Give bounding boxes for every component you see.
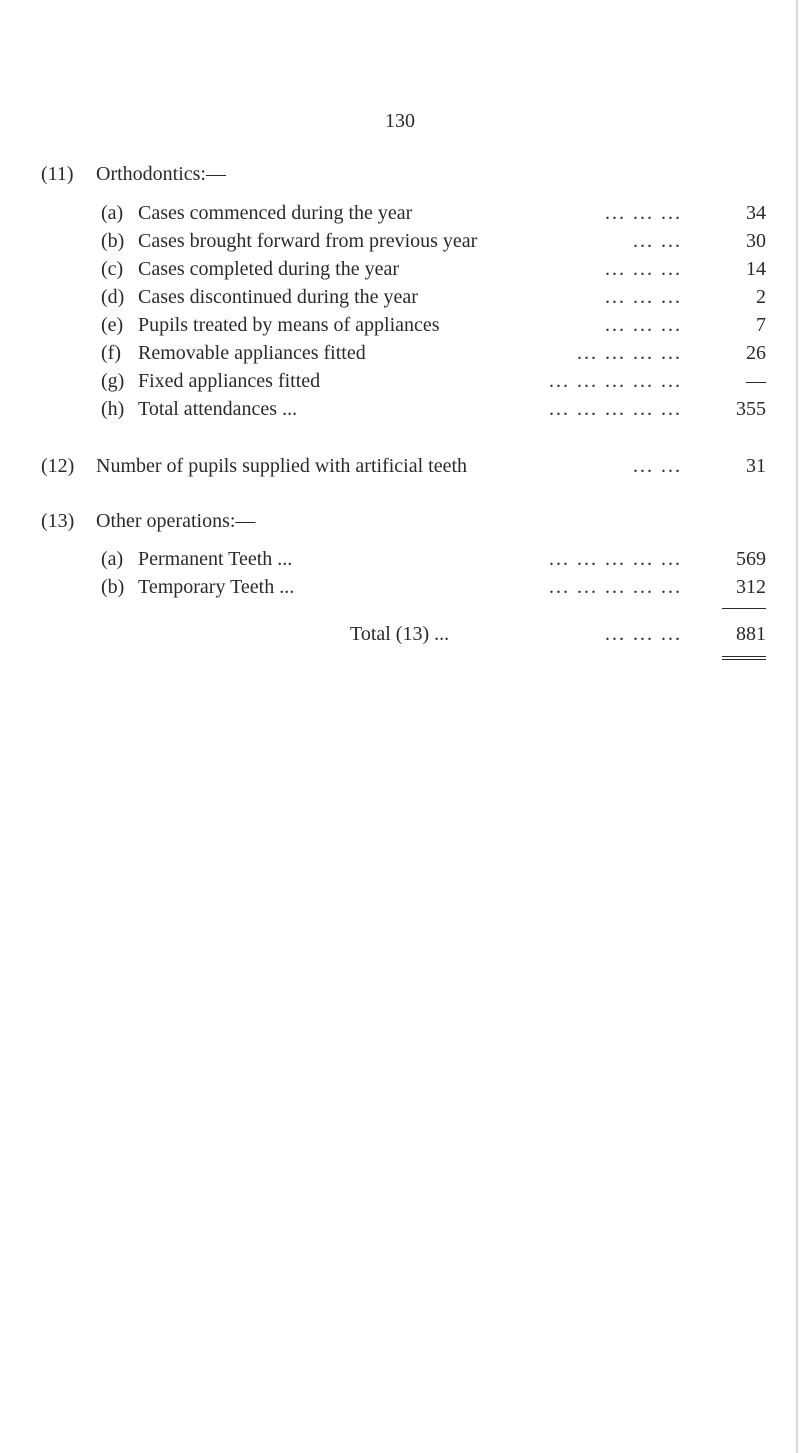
item-value: 569 bbox=[736, 548, 766, 570]
item-label: Cases completed during the year bbox=[138, 258, 400, 280]
item-label: Temporary Teeth ... bbox=[138, 576, 295, 598]
leader-dots: ... ... bbox=[633, 455, 682, 477]
section-11-heading bbox=[41, 163, 226, 186]
item-label: Total attendances ... bbox=[138, 398, 298, 420]
item-value: 312 bbox=[736, 576, 766, 598]
section-13-number: (13) bbox=[41, 510, 75, 532]
item-value: — bbox=[746, 370, 766, 392]
leader-dots: ... ... ... bbox=[605, 286, 682, 308]
total-label: Total (13) ... bbox=[350, 623, 450, 645]
list-item bbox=[101, 228, 766, 254]
item-letter: (c) bbox=[101, 258, 124, 280]
section-12-title: Number of pupils supplied with artificial teeth bbox=[96, 455, 468, 477]
item-letter: (a) bbox=[101, 548, 124, 570]
page-number: 130 bbox=[385, 110, 415, 132]
double-rule-bottom bbox=[722, 659, 766, 660]
list-item bbox=[101, 312, 766, 338]
list-item bbox=[101, 340, 766, 366]
section-11-title: Orthodontics:— bbox=[96, 163, 226, 185]
leader-dots: ... ... ... bbox=[605, 623, 682, 645]
section-13-title: Other operations:— bbox=[96, 510, 256, 532]
item-letter: (b) bbox=[101, 576, 125, 598]
item-value: 14 bbox=[746, 258, 766, 280]
section-12-number: (12) bbox=[41, 455, 75, 477]
list-item bbox=[101, 574, 766, 600]
double-rule-top bbox=[722, 656, 766, 657]
item-letter: (d) bbox=[101, 286, 125, 308]
item-label: Cases commenced during the year bbox=[138, 202, 413, 224]
leader-dots: ... ... ... ... ... bbox=[549, 576, 682, 598]
section-11-number: (11) bbox=[41, 163, 74, 185]
item-label: Pupils treated by means of appliances bbox=[138, 314, 440, 336]
item-letter: (f) bbox=[101, 342, 121, 364]
leader-dots: ... ... ... bbox=[605, 258, 682, 280]
leader-dots: ... ... bbox=[633, 230, 682, 252]
item-label: Cases discontinued during the year bbox=[138, 286, 418, 308]
leader-dots: ... ... ... ... ... bbox=[549, 548, 682, 570]
list-item bbox=[101, 256, 766, 282]
item-letter: (b) bbox=[101, 230, 125, 252]
total-value: 881 bbox=[736, 623, 766, 645]
leader-dots: ... ... ... bbox=[605, 314, 682, 336]
item-value: 7 bbox=[756, 314, 766, 336]
list-item bbox=[101, 546, 766, 572]
leader-dots: ... ... ... bbox=[605, 202, 682, 224]
item-label: Fixed appliances fitted bbox=[138, 370, 321, 392]
section-12-heading bbox=[41, 455, 766, 478]
list-item bbox=[101, 368, 766, 394]
item-value: 34 bbox=[746, 202, 766, 224]
subtotal-rule bbox=[722, 608, 766, 609]
item-value: 30 bbox=[746, 230, 766, 252]
leader-dots: ... ... ... ... ... bbox=[549, 370, 682, 392]
item-value: 26 bbox=[746, 342, 766, 364]
leader-dots: ... ... ... ... bbox=[577, 342, 682, 364]
item-value: 355 bbox=[736, 398, 766, 420]
page-edge bbox=[796, 0, 798, 1453]
item-letter: (g) bbox=[101, 370, 125, 392]
item-letter: (e) bbox=[101, 314, 124, 336]
item-value: 2 bbox=[756, 286, 766, 308]
list-item bbox=[101, 284, 766, 310]
item-letter: (a) bbox=[101, 202, 124, 224]
total-row bbox=[300, 621, 766, 647]
item-label: Removable appliances fitted bbox=[138, 342, 366, 364]
item-label: Cases brought forward from previous year bbox=[138, 230, 478, 252]
item-label: Permanent Teeth ... bbox=[138, 548, 293, 570]
section-12-value: 31 bbox=[746, 455, 766, 477]
section-13-heading bbox=[41, 510, 255, 533]
list-item bbox=[101, 200, 766, 226]
leader-dots: ... ... ... ... ... bbox=[549, 398, 682, 420]
item-letter: (h) bbox=[101, 398, 125, 420]
list-item bbox=[101, 396, 766, 422]
